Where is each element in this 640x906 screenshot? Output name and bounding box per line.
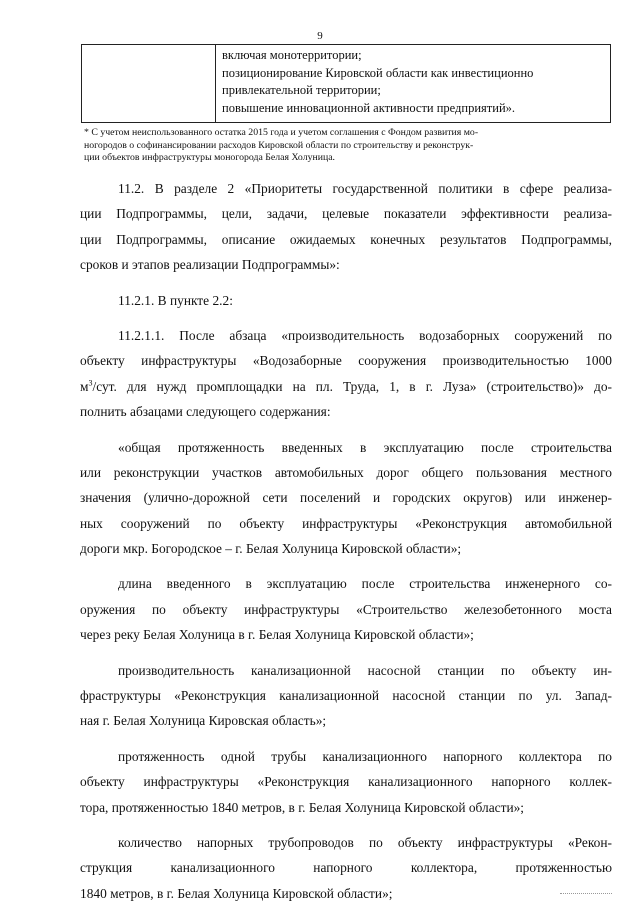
table-line: позиционирование Кировской области как инвестиционно xyxy=(222,65,534,80)
table-cell-empty xyxy=(82,45,216,123)
paragraph-11-2-1 xyxy=(80,288,612,313)
text-line: сроков и этапов реализации Подпрограммы»: xyxy=(80,257,340,273)
paragraph-bridge-length xyxy=(80,571,612,647)
document-body xyxy=(80,176,612,906)
footnote-line: ции объектов инфраструктуры моногорода Белая Холуница. xyxy=(84,152,336,163)
text-line: ных сооружений по объекту инфраструктуры «Реконструкция автомобильной xyxy=(80,515,612,531)
text-line: 1840 метров, в г. Белая Холуница Кировской области»; xyxy=(80,885,393,901)
table-line: повышение инновационной активности предприятий». xyxy=(222,100,516,115)
table-line: привлекательной территории; xyxy=(222,83,381,97)
text-line: или реконструкции участков автомобильных дорог общего пользования местного xyxy=(80,464,612,480)
paragraph-11-2 xyxy=(80,176,612,278)
text-line: объекту инфраструктуры «Водозаборные сооружения производительностью 1000 xyxy=(80,353,612,369)
footnote-line: ногородов о софинансировании расходов Кировской области по строительству и реконструк- xyxy=(84,139,474,151)
footnote-line: * С учетом неиспользованного остатка 2015 года и учетом соглашения с Фондом развития мо- xyxy=(84,127,479,138)
targets-table xyxy=(81,44,611,123)
text-line: фраструктуры «Реконструкция канализационной насосной станции по ул. Запад- xyxy=(80,688,612,704)
text-line: струкция канализационного напорного коллектора, протяженностью xyxy=(80,860,612,876)
text-line: значения (улично-дорожной сети поселений и городских округов) или инженер- xyxy=(80,490,612,506)
text-line: 11.2.1.1. После абзаца «производительность водозаборных сооружений по xyxy=(118,327,612,343)
text-line: количество напорных трубопроводов по объекту инфраструктуры «Рекон- xyxy=(118,834,612,850)
text-line: дороги мкр. Богородское – г. Белая Холуница Кировской области»; xyxy=(80,541,462,557)
text-line-rest: /сут. для нужд промплощадки на пл. Труда, 1, в г. Луза» (строительство)» до- xyxy=(92,378,612,394)
text-line: оружения по объекту инфраструктуры «Строительство железобетонного моста xyxy=(80,601,612,617)
text-line: полнить абзацами следующего содержания: xyxy=(80,404,331,420)
text-line: объекту инфраструктуры «Реконструкция канализационного напорного коллек- xyxy=(80,774,612,790)
table-cell-text xyxy=(216,45,611,123)
unit-m: м xyxy=(80,378,89,394)
text-line: ная г. Белая Холуница Кировская область»; xyxy=(80,713,327,729)
table-row xyxy=(82,45,611,123)
paragraph-11-2-1-1 xyxy=(80,323,612,425)
text-line: ции Подпрограммы, описание ожидаемых конечных результатов Подпрограммы, xyxy=(80,231,612,247)
text-line: ции Подпрограммы, цели, задачи, целевые показатели эффективности реализа- xyxy=(80,206,612,222)
text-line: длина введенного в эксплуатацию после строительства инженерного со- xyxy=(118,576,612,592)
page-number: 9 xyxy=(317,30,323,42)
text-line: «общая протяженность введенных в эксплуатацию после строительства xyxy=(118,439,612,455)
table-line: включая монотерритории; xyxy=(222,48,362,62)
paragraph-road-length xyxy=(80,435,612,562)
scan-mark xyxy=(560,893,612,895)
paragraph-collector-pipe xyxy=(80,744,612,820)
text-line: через реку Белая Холуница в г. Белая Холуница Кировской области»; xyxy=(80,627,474,643)
text-line xyxy=(80,374,612,399)
text-line: производительность канализационной насосной станции по объекту ин- xyxy=(118,662,612,678)
superscript-3: 3 xyxy=(88,378,93,388)
paragraph-pump-station xyxy=(80,658,612,734)
text-line: протяженность одной трубы канализационного напорного коллектора по xyxy=(118,748,612,764)
text-line: 11.2.1. В пункте 2.2: xyxy=(118,292,233,308)
text-line: 11.2. В разделе 2 «Приоритеты государственной политики в сфере реализа- xyxy=(118,181,612,196)
text-line: тора, протяженностью 1840 метров, в г. Белая Холуница Кировской области»; xyxy=(80,799,525,815)
paragraph-pipelines-count xyxy=(80,830,612,906)
footnote xyxy=(84,127,612,165)
